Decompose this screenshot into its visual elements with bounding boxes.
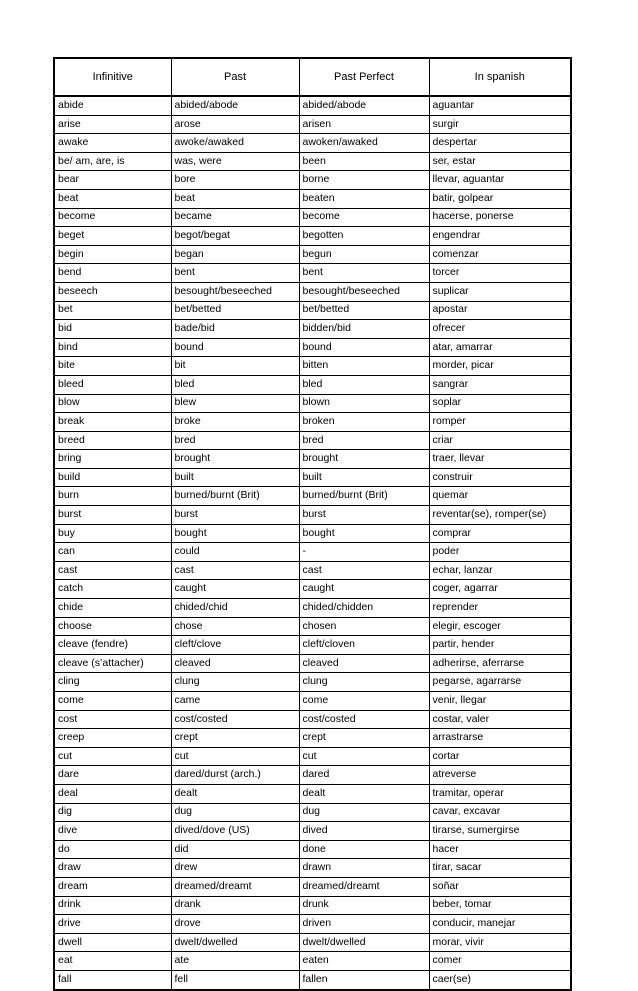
cell-past-perfect: dwelt/dwelled bbox=[299, 933, 429, 952]
cell-infinitive: abide bbox=[54, 96, 171, 115]
cell-infinitive: bite bbox=[54, 357, 171, 376]
cell-past-perfect: bound bbox=[299, 338, 429, 357]
cell-past-perfect: done bbox=[299, 840, 429, 859]
cell-past-perfect: fallen bbox=[299, 970, 429, 989]
cell-infinitive: bind bbox=[54, 338, 171, 357]
cell-past: bought bbox=[171, 524, 299, 543]
cell-past-perfect: burst bbox=[299, 506, 429, 525]
cell-in-spanish: conducir, manejar bbox=[429, 915, 571, 934]
cell-past: beat bbox=[171, 189, 299, 208]
table-row bbox=[54, 506, 571, 525]
table-row bbox=[54, 822, 571, 841]
cell-past: brought bbox=[171, 450, 299, 469]
cell-past: abided/abode bbox=[171, 96, 299, 115]
cell-past-perfect: dealt bbox=[299, 784, 429, 803]
cell-past-perfect: cleft/cloven bbox=[299, 636, 429, 655]
cell-infinitive: be/ am, are, is bbox=[54, 152, 171, 171]
cell-infinitive: burst bbox=[54, 506, 171, 525]
table-row bbox=[54, 859, 571, 878]
cell-in-spanish: coger, agarrar bbox=[429, 580, 571, 599]
cell-past-perfect: chosen bbox=[299, 617, 429, 636]
cell-infinitive: choose bbox=[54, 617, 171, 636]
table-row bbox=[54, 970, 571, 989]
cell-in-spanish: surgir bbox=[429, 115, 571, 134]
cell-past: besought/beseeched bbox=[171, 282, 299, 301]
cell-infinitive: dare bbox=[54, 766, 171, 785]
cell-in-spanish: tirarse, sumergirse bbox=[429, 822, 571, 841]
table-row bbox=[54, 952, 571, 971]
cell-in-spanish: reventar(se), romper(se) bbox=[429, 506, 571, 525]
cell-in-spanish: morder, picar bbox=[429, 357, 571, 376]
cell-in-spanish: morar, vivir bbox=[429, 933, 571, 952]
cell-past-perfect: broken bbox=[299, 413, 429, 432]
table-header bbox=[54, 58, 571, 96]
table-row bbox=[54, 450, 571, 469]
table-row bbox=[54, 468, 571, 487]
cell-infinitive: bend bbox=[54, 264, 171, 283]
table-row bbox=[54, 877, 571, 896]
cell-past-perfect: chided/chidden bbox=[299, 599, 429, 618]
cell-past: bled bbox=[171, 375, 299, 394]
table-row bbox=[54, 282, 571, 301]
cell-infinitive: cleave (fendre) bbox=[54, 636, 171, 655]
table-row bbox=[54, 766, 571, 785]
table-body bbox=[54, 96, 571, 990]
table-row bbox=[54, 599, 571, 618]
cell-in-spanish: traer, llevar bbox=[429, 450, 571, 469]
cell-in-spanish: construir bbox=[429, 468, 571, 487]
cell-in-spanish: sangrar bbox=[429, 375, 571, 394]
cell-in-spanish: llevar, aguantar bbox=[429, 171, 571, 190]
cell-past: cast bbox=[171, 561, 299, 580]
table-row bbox=[54, 896, 571, 915]
cell-past: dived/dove (US) bbox=[171, 822, 299, 841]
cell-in-spanish: torcer bbox=[429, 264, 571, 283]
cell-in-spanish: arrastrarse bbox=[429, 729, 571, 748]
table-row bbox=[54, 152, 571, 171]
cell-infinitive: eat bbox=[54, 952, 171, 971]
cell-past-perfect: crept bbox=[299, 729, 429, 748]
cell-past: arose bbox=[171, 115, 299, 134]
cell-in-spanish: comenzar bbox=[429, 245, 571, 264]
cell-in-spanish: aguantar bbox=[429, 96, 571, 115]
cell-past-perfect: driven bbox=[299, 915, 429, 934]
cell-past-perfect: awoken/awaked bbox=[299, 134, 429, 153]
cell-past: became bbox=[171, 208, 299, 227]
cell-past: dwelt/dwelled bbox=[171, 933, 299, 952]
cell-in-spanish: caer(se) bbox=[429, 970, 571, 989]
cell-infinitive: cleave (s’attacher) bbox=[54, 654, 171, 673]
cell-past: bet/betted bbox=[171, 301, 299, 320]
cell-in-spanish: engendrar bbox=[429, 227, 571, 246]
irregular-verbs-table bbox=[53, 57, 572, 991]
cell-past: dared/durst (arch.) bbox=[171, 766, 299, 785]
cell-in-spanish: beber, tomar bbox=[429, 896, 571, 915]
cell-in-spanish: reprender bbox=[429, 599, 571, 618]
cell-past: chose bbox=[171, 617, 299, 636]
table-row bbox=[54, 375, 571, 394]
cell-past-perfect: borne bbox=[299, 171, 429, 190]
cell-in-spanish: elegir, escoger bbox=[429, 617, 571, 636]
cell-past-perfect: drunk bbox=[299, 896, 429, 915]
table-row bbox=[54, 264, 571, 283]
cell-in-spanish: quemar bbox=[429, 487, 571, 506]
cell-infinitive: bring bbox=[54, 450, 171, 469]
cell-in-spanish: suplicar bbox=[429, 282, 571, 301]
cell-past-perfect: - bbox=[299, 543, 429, 562]
cell-past-perfect: been bbox=[299, 152, 429, 171]
cell-infinitive: draw bbox=[54, 859, 171, 878]
cell-in-spanish: atreverse bbox=[429, 766, 571, 785]
table-header-row bbox=[54, 58, 571, 96]
irregular-verbs-table-container bbox=[53, 57, 570, 991]
cell-infinitive: dig bbox=[54, 803, 171, 822]
cell-past-perfect: bled bbox=[299, 375, 429, 394]
table-row bbox=[54, 96, 571, 115]
cell-past: dealt bbox=[171, 784, 299, 803]
cell-past-perfect: bitten bbox=[299, 357, 429, 376]
cell-infinitive: chide bbox=[54, 599, 171, 618]
cell-infinitive: drink bbox=[54, 896, 171, 915]
cell-in-spanish: venir, llegar bbox=[429, 692, 571, 711]
cell-in-spanish: apostar bbox=[429, 301, 571, 320]
cell-in-spanish: comer bbox=[429, 952, 571, 971]
table-row bbox=[54, 933, 571, 952]
cell-past: burst bbox=[171, 506, 299, 525]
table-row bbox=[54, 803, 571, 822]
table-row bbox=[54, 189, 571, 208]
cell-in-spanish: batir, golpear bbox=[429, 189, 571, 208]
cell-past-perfect: caught bbox=[299, 580, 429, 599]
cell-infinitive: dream bbox=[54, 877, 171, 896]
cell-past-perfect: dared bbox=[299, 766, 429, 785]
cell-infinitive: cling bbox=[54, 673, 171, 692]
cell-in-spanish: ofrecer bbox=[429, 320, 571, 339]
table-row bbox=[54, 301, 571, 320]
cell-infinitive: do bbox=[54, 840, 171, 859]
table-row bbox=[54, 617, 571, 636]
cell-past-perfect: bet/betted bbox=[299, 301, 429, 320]
cell-in-spanish: pegarse, agarrarse bbox=[429, 673, 571, 692]
table-row bbox=[54, 524, 571, 543]
cell-in-spanish: atar, amarrar bbox=[429, 338, 571, 357]
cell-in-spanish: soñar bbox=[429, 877, 571, 896]
cell-in-spanish: soplar bbox=[429, 394, 571, 413]
cell-infinitive: build bbox=[54, 468, 171, 487]
table-row bbox=[54, 784, 571, 803]
cell-in-spanish: partir, hender bbox=[429, 636, 571, 655]
cell-past: bit bbox=[171, 357, 299, 376]
cell-in-spanish: echar, lanzar bbox=[429, 561, 571, 580]
cell-past-perfect: built bbox=[299, 468, 429, 487]
cell-infinitive: buy bbox=[54, 524, 171, 543]
cell-past-perfect: arisen bbox=[299, 115, 429, 134]
cell-past: bred bbox=[171, 431, 299, 450]
column-header-infinitive: Infinitive bbox=[54, 58, 171, 96]
cell-past-perfect: begun bbox=[299, 245, 429, 264]
table-row bbox=[54, 171, 571, 190]
table-row bbox=[54, 915, 571, 934]
cell-infinitive: come bbox=[54, 692, 171, 711]
cell-infinitive: deal bbox=[54, 784, 171, 803]
table-row bbox=[54, 692, 571, 711]
cell-past: bade/bid bbox=[171, 320, 299, 339]
cell-past: drove bbox=[171, 915, 299, 934]
cell-past-perfect: cost/costed bbox=[299, 710, 429, 729]
table-row bbox=[54, 413, 571, 432]
cell-infinitive: can bbox=[54, 543, 171, 562]
cell-in-spanish: despertar bbox=[429, 134, 571, 153]
cell-infinitive: break bbox=[54, 413, 171, 432]
column-header-in-spanish: In spanish bbox=[429, 58, 571, 96]
table-row bbox=[54, 580, 571, 599]
table-row bbox=[54, 673, 571, 692]
cell-past: cut bbox=[171, 747, 299, 766]
cell-past-perfect: become bbox=[299, 208, 429, 227]
table-row bbox=[54, 115, 571, 134]
cell-past-perfect: dived bbox=[299, 822, 429, 841]
cell-in-spanish: criar bbox=[429, 431, 571, 450]
table-row bbox=[54, 487, 571, 506]
cell-past-perfect: cleaved bbox=[299, 654, 429, 673]
cell-infinitive: beat bbox=[54, 189, 171, 208]
cell-infinitive: cut bbox=[54, 747, 171, 766]
cell-infinitive: burn bbox=[54, 487, 171, 506]
cell-past-perfect: bent bbox=[299, 264, 429, 283]
column-header-past-perfect: Past Perfect bbox=[299, 58, 429, 96]
cell-infinitive: arise bbox=[54, 115, 171, 134]
cell-infinitive: dive bbox=[54, 822, 171, 841]
cell-infinitive: bleed bbox=[54, 375, 171, 394]
cell-past: dreamed/dreamt bbox=[171, 877, 299, 896]
cell-in-spanish: ser, estar bbox=[429, 152, 571, 171]
table-row bbox=[54, 747, 571, 766]
cell-infinitive: blow bbox=[54, 394, 171, 413]
cell-past: ate bbox=[171, 952, 299, 971]
cell-infinitive: catch bbox=[54, 580, 171, 599]
cell-past-perfect: beaten bbox=[299, 189, 429, 208]
cell-infinitive: bear bbox=[54, 171, 171, 190]
cell-past: caught bbox=[171, 580, 299, 599]
table-row bbox=[54, 338, 571, 357]
cell-past: did bbox=[171, 840, 299, 859]
cell-infinitive: beget bbox=[54, 227, 171, 246]
cell-past: drank bbox=[171, 896, 299, 915]
cell-past-perfect: clung bbox=[299, 673, 429, 692]
table-row bbox=[54, 208, 571, 227]
table-row bbox=[54, 227, 571, 246]
cell-infinitive: drive bbox=[54, 915, 171, 934]
cell-past-perfect: bidden/bid bbox=[299, 320, 429, 339]
cell-in-spanish: comprar bbox=[429, 524, 571, 543]
table-row bbox=[54, 729, 571, 748]
cell-in-spanish: romper bbox=[429, 413, 571, 432]
cell-past: crept bbox=[171, 729, 299, 748]
cell-infinitive: awake bbox=[54, 134, 171, 153]
table-row bbox=[54, 357, 571, 376]
cell-past: bore bbox=[171, 171, 299, 190]
cell-past-perfect: blown bbox=[299, 394, 429, 413]
cell-past-perfect: dreamed/dreamt bbox=[299, 877, 429, 896]
cell-past-perfect: cut bbox=[299, 747, 429, 766]
cell-in-spanish: poder bbox=[429, 543, 571, 562]
table-row bbox=[54, 134, 571, 153]
table-row bbox=[54, 561, 571, 580]
cell-past-perfect: begotten bbox=[299, 227, 429, 246]
cell-past: burned/burnt (Brit) bbox=[171, 487, 299, 506]
cell-past: chided/chid bbox=[171, 599, 299, 618]
table-row bbox=[54, 431, 571, 450]
cell-infinitive: cast bbox=[54, 561, 171, 580]
cell-past-perfect: brought bbox=[299, 450, 429, 469]
cell-past-perfect: bought bbox=[299, 524, 429, 543]
table-row bbox=[54, 840, 571, 859]
cell-past: begot/begat bbox=[171, 227, 299, 246]
cell-past: built bbox=[171, 468, 299, 487]
cell-past: clung bbox=[171, 673, 299, 692]
cell-infinitive: bet bbox=[54, 301, 171, 320]
cell-infinitive: become bbox=[54, 208, 171, 227]
cell-infinitive: breed bbox=[54, 431, 171, 450]
cell-past: drew bbox=[171, 859, 299, 878]
cell-in-spanish: cortar bbox=[429, 747, 571, 766]
cell-in-spanish: costar, valer bbox=[429, 710, 571, 729]
cell-past-perfect: come bbox=[299, 692, 429, 711]
cell-infinitive: begin bbox=[54, 245, 171, 264]
table-row bbox=[54, 394, 571, 413]
cell-infinitive: dwell bbox=[54, 933, 171, 952]
table-row bbox=[54, 636, 571, 655]
cell-infinitive: fall bbox=[54, 970, 171, 989]
cell-past: was, were bbox=[171, 152, 299, 171]
cell-past: fell bbox=[171, 970, 299, 989]
cell-past: cost/costed bbox=[171, 710, 299, 729]
table-row bbox=[54, 710, 571, 729]
cell-past: could bbox=[171, 543, 299, 562]
cell-past-perfect: burned/burnt (Brit) bbox=[299, 487, 429, 506]
cell-infinitive: bid bbox=[54, 320, 171, 339]
cell-past-perfect: drawn bbox=[299, 859, 429, 878]
cell-in-spanish: adherirse, aferrarse bbox=[429, 654, 571, 673]
cell-past: began bbox=[171, 245, 299, 264]
cell-past-perfect: abided/abode bbox=[299, 96, 429, 115]
cell-past-perfect: besought/beseeched bbox=[299, 282, 429, 301]
cell-past-perfect: cast bbox=[299, 561, 429, 580]
cell-past: dug bbox=[171, 803, 299, 822]
cell-in-spanish: cavar, excavar bbox=[429, 803, 571, 822]
cell-past: awoke/awaked bbox=[171, 134, 299, 153]
cell-past-perfect: bred bbox=[299, 431, 429, 450]
cell-past: blew bbox=[171, 394, 299, 413]
table-row bbox=[54, 245, 571, 264]
cell-past: cleaved bbox=[171, 654, 299, 673]
cell-infinitive: beseech bbox=[54, 282, 171, 301]
cell-past-perfect: dug bbox=[299, 803, 429, 822]
column-header-past: Past bbox=[171, 58, 299, 96]
cell-in-spanish: hacerse, ponerse bbox=[429, 208, 571, 227]
table-row bbox=[54, 543, 571, 562]
cell-past-perfect: eaten bbox=[299, 952, 429, 971]
cell-in-spanish: tirar, sacar bbox=[429, 859, 571, 878]
cell-past: came bbox=[171, 692, 299, 711]
table-row bbox=[54, 654, 571, 673]
cell-past: bound bbox=[171, 338, 299, 357]
cell-past: bent bbox=[171, 264, 299, 283]
cell-infinitive: creep bbox=[54, 729, 171, 748]
table-row bbox=[54, 320, 571, 339]
cell-in-spanish: hacer bbox=[429, 840, 571, 859]
cell-in-spanish: tramitar, operar bbox=[429, 784, 571, 803]
cell-infinitive: cost bbox=[54, 710, 171, 729]
cell-past: broke bbox=[171, 413, 299, 432]
cell-past: cleft/clove bbox=[171, 636, 299, 655]
